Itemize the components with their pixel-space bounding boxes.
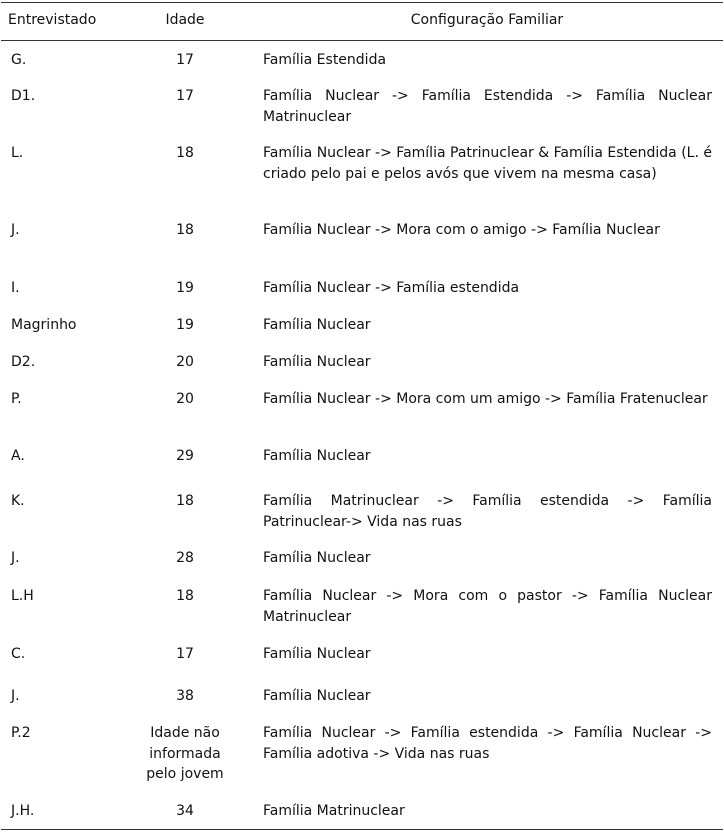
interviewee-age: 29	[176, 448, 194, 464]
interviewee-age: 34	[176, 803, 194, 819]
family-config: Família Nuclear -> Mora com o amigo -> Família Nuclear	[263, 222, 660, 238]
interviewee-age: Idade não informada pelo jovem	[146, 725, 224, 782]
interviewee-name: J.	[11, 222, 20, 238]
interviewee-name: L.H	[11, 588, 34, 604]
interviewee-age: 17	[176, 88, 194, 104]
interviewee-name: G.	[11, 52, 27, 68]
header-family-config: Configuração Familiar	[410, 12, 564, 28]
interviewee-age: 28	[176, 550, 194, 566]
interviewee-age: 17	[176, 52, 194, 68]
interviewee-name: A.	[11, 448, 25, 464]
interviewee-name: J.	[11, 550, 20, 566]
interviewee-name: P.	[11, 391, 22, 407]
family-config: Família Matrinuclear -> Família estendida -> Família Patrinuclear-> Vida nas ruas	[263, 493, 712, 530]
interviewee-name: J.	[11, 688, 20, 704]
family-config: Família Matrinuclear	[263, 803, 405, 819]
interviewee-age: 17	[176, 646, 194, 662]
interviewee-name: D2.	[11, 354, 36, 370]
family-config: Família Estendida	[263, 52, 387, 68]
interviewee-age: 18	[176, 222, 194, 238]
interviewee-name: C.	[11, 646, 26, 662]
family-config: Família Nuclear	[263, 317, 371, 333]
family-config: Família Nuclear	[263, 550, 371, 566]
table-top-rule	[1, 2, 723, 3]
family-config: Família Nuclear	[263, 688, 371, 704]
interviewee-name: K.	[11, 493, 25, 509]
interviewee-age: 19	[176, 317, 194, 333]
interviewee-age: 20	[176, 354, 194, 370]
header-age: Idade	[165, 12, 205, 28]
interviewee-name: I.	[11, 280, 20, 296]
family-config: Família Nuclear -> Família Patrinuclear & Família Estendida (L. é criado pelo pai e pelos avós que vivem na mesma casa)	[263, 145, 712, 182]
family-config: Família Nuclear -> Mora com o pastor -> Família Nuclear Matrinuclear	[263, 588, 712, 625]
interviewee-age: 18	[176, 145, 194, 161]
interviewee-name: J.H.	[11, 803, 35, 819]
interviewee-name: P.2	[11, 725, 31, 741]
interviewee-age: 20	[176, 391, 194, 407]
table-header-rule	[1, 40, 723, 41]
interviewee-name: D1.	[11, 88, 36, 104]
family-config: Família Nuclear	[263, 354, 371, 370]
interviewee-age: 18	[176, 493, 194, 509]
header-interviewee: Entrevistado	[8, 12, 97, 28]
family-config: Família Nuclear	[263, 448, 371, 464]
family-config: Família Nuclear -> Mora com um amigo -> Família Fratenuclear	[263, 391, 708, 407]
interviewee-age: 38	[176, 688, 194, 704]
interviewee-age: 19	[176, 280, 194, 296]
family-config: Família Nuclear -> Família estendida -> Família Nuclear -> Família adotiva -> Vida nas ruas	[263, 725, 712, 762]
interviewee-name: Magrinho	[11, 317, 77, 333]
interviewee-age: 18	[176, 588, 194, 604]
family-config: Família Nuclear -> Família Estendida -> Família Nuclear Matrinuclear	[263, 88, 712, 125]
interviewee-name: L.	[11, 145, 24, 161]
family-config: Família Nuclear -> Família estendida	[263, 280, 520, 296]
family-config: Família Nuclear	[263, 646, 371, 662]
table-bottom-rule	[1, 829, 723, 830]
